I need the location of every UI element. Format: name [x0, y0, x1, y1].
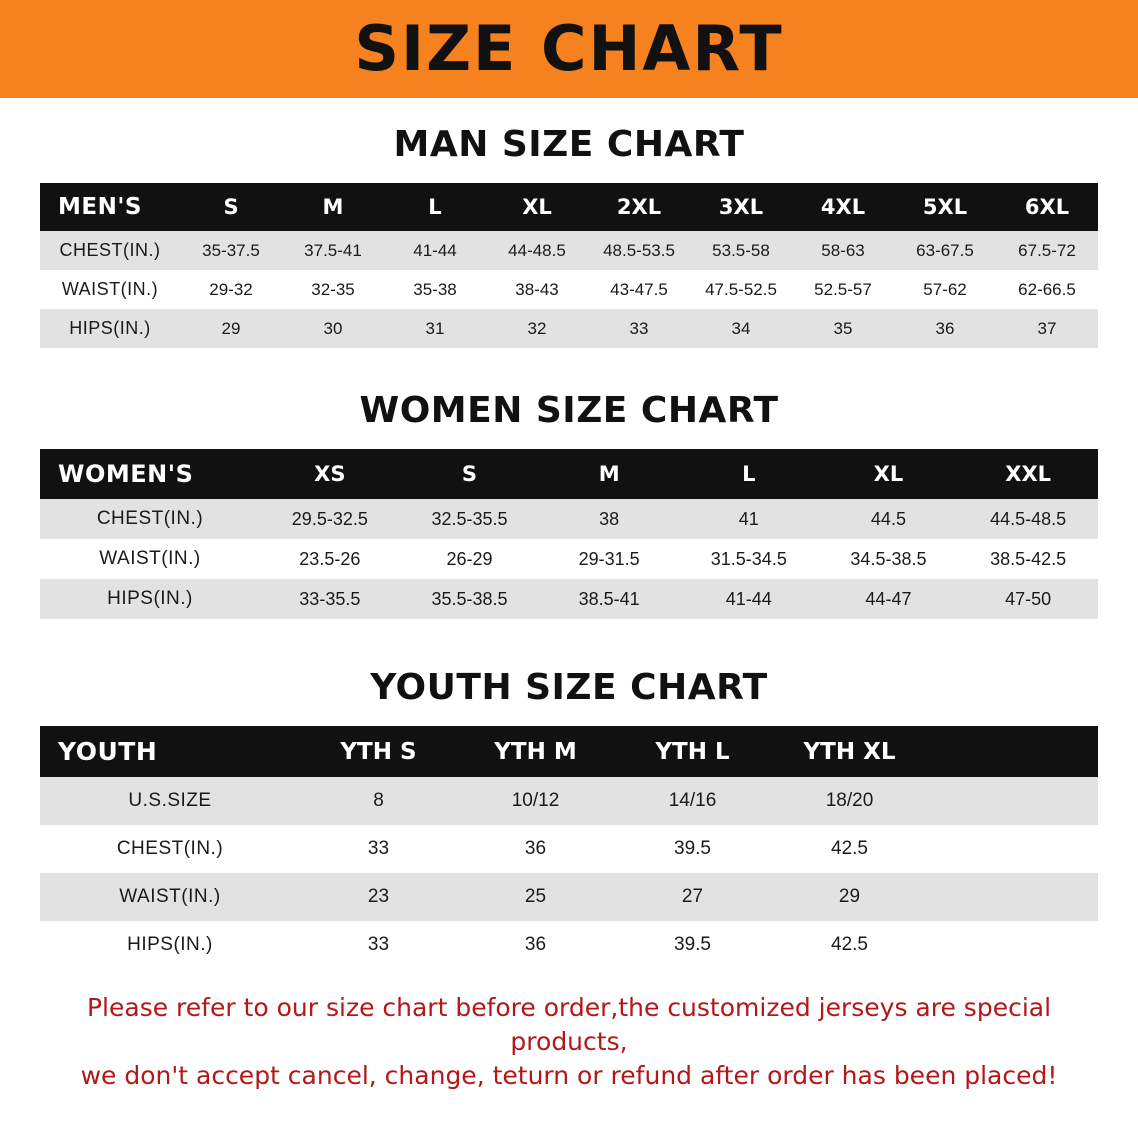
row-label: WAIST(IN.) — [40, 270, 180, 309]
youth-table-wrap — [0, 726, 1138, 969]
table-row — [40, 825, 1098, 873]
table-cell: 23 — [300, 873, 457, 921]
youth-section-heading: YOUTH SIZE CHART — [370, 667, 768, 708]
table-cell: 44.5 — [819, 499, 959, 539]
table-cell: 53.5-58 — [690, 231, 792, 270]
table-header-cell: M — [539, 449, 679, 499]
table-row — [40, 777, 1098, 825]
table-cell: 36 — [457, 825, 614, 873]
table-cell: 36 — [894, 309, 996, 348]
table-header-cell: L — [679, 449, 819, 499]
table-cell: 34 — [690, 309, 792, 348]
page-title: SIZE CHART — [354, 12, 784, 85]
table-cell: 52.5-57 — [792, 270, 894, 309]
youth-size-table — [40, 726, 1098, 969]
women-size-table — [40, 449, 1098, 619]
row-label: WAIST(IN.) — [40, 539, 260, 579]
women-section-heading: WOMEN SIZE CHART — [359, 390, 779, 431]
row-label: WAIST(IN.) — [40, 873, 300, 921]
table-cell: 41-44 — [679, 579, 819, 619]
table-cell-spacer — [928, 921, 1098, 969]
row-label: CHEST(IN.) — [40, 231, 180, 270]
table-cell: 34.5-38.5 — [819, 539, 959, 579]
table-header-cell: XS — [260, 449, 400, 499]
table-header-cell: M — [282, 183, 384, 231]
table-row — [40, 231, 1098, 270]
table-cell: 35-38 — [384, 270, 486, 309]
banner — [0, 0, 1138, 98]
table-cell: 33 — [300, 825, 457, 873]
table-header-cell: 6XL — [996, 183, 1098, 231]
table-header-cell: MEN'S — [40, 183, 180, 231]
women-table-wrap — [0, 449, 1138, 619]
table-cell: 35 — [792, 309, 894, 348]
table-cell: 29 — [180, 309, 282, 348]
table-header-cell: 2XL — [588, 183, 690, 231]
disclaimer-line-1: Please refer to our size chart before order,the customized jerseys are special products, — [86, 993, 1052, 1056]
table-cell: 31.5-34.5 — [679, 539, 819, 579]
table-cell: 33 — [300, 921, 457, 969]
table-cell-spacer — [928, 825, 1098, 873]
table-row — [40, 873, 1098, 921]
table-header-row — [40, 726, 1098, 777]
table-cell: 47.5-52.5 — [690, 270, 792, 309]
man-size-table — [40, 183, 1098, 348]
table-cell: 42.5 — [771, 921, 928, 969]
row-label: U.S.SIZE — [40, 777, 300, 825]
table-row — [40, 309, 1098, 348]
table-cell: 37.5-41 — [282, 231, 384, 270]
table-header-cell: YTH M — [457, 726, 614, 777]
table-cell: 35.5-38.5 — [400, 579, 540, 619]
table-header-cell: 4XL — [792, 183, 894, 231]
table-cell: 26-29 — [400, 539, 540, 579]
table-cell: 33-35.5 — [260, 579, 400, 619]
table-cell: 63-67.5 — [894, 231, 996, 270]
table-header-cell: 5XL — [894, 183, 996, 231]
table-cell-spacer — [928, 873, 1098, 921]
table-cell: 67.5-72 — [996, 231, 1098, 270]
table-header-cell: XL — [486, 183, 588, 231]
disclaimer-note — [34, 991, 1104, 1092]
table-row — [40, 539, 1098, 579]
table-header-cell: YTH S — [300, 726, 457, 777]
table-cell: 36 — [457, 921, 614, 969]
table-header-cell: YTH L — [614, 726, 771, 777]
table-cell: 47-50 — [958, 579, 1098, 619]
table-header-cell: L — [384, 183, 486, 231]
table-cell: 38 — [539, 499, 679, 539]
table-cell: 29 — [771, 873, 928, 921]
table-row — [40, 579, 1098, 619]
table-cell: 23.5-26 — [260, 539, 400, 579]
table-header-row — [40, 449, 1098, 499]
table-cell: 33 — [588, 309, 690, 348]
table-cell: 8 — [300, 777, 457, 825]
table-cell: 57-62 — [894, 270, 996, 309]
table-header-cell: XXL — [958, 449, 1098, 499]
table-header-spacer — [928, 726, 1098, 777]
table-cell: 38.5-41 — [539, 579, 679, 619]
disclaimer-line-2: we don't accept cancel, change, teturn or refund after order has been placed! — [80, 1060, 1058, 1090]
table-header-cell: YTH XL — [771, 726, 928, 777]
table-cell: 25 — [457, 873, 614, 921]
table-row — [40, 499, 1098, 539]
table-cell: 27 — [614, 873, 771, 921]
row-label: HIPS(IN.) — [40, 579, 260, 619]
table-cell: 10/12 — [457, 777, 614, 825]
table-cell: 32 — [486, 309, 588, 348]
row-label: CHEST(IN.) — [40, 825, 300, 873]
table-header-cell: YOUTH — [40, 726, 300, 777]
table-cell: 42.5 — [771, 825, 928, 873]
table-cell: 37 — [996, 309, 1098, 348]
table-cell: 38.5-42.5 — [958, 539, 1098, 579]
table-header-cell: XL — [819, 449, 959, 499]
table-cell: 41 — [679, 499, 819, 539]
table-cell: 32-35 — [282, 270, 384, 309]
row-label: HIPS(IN.) — [40, 309, 180, 348]
table-header-cell: 3XL — [690, 183, 792, 231]
table-cell: 30 — [282, 309, 384, 348]
table-cell-spacer — [928, 777, 1098, 825]
table-cell: 35-37.5 — [180, 231, 282, 270]
table-cell: 39.5 — [614, 921, 771, 969]
table-cell: 32.5-35.5 — [400, 499, 540, 539]
table-cell: 44-48.5 — [486, 231, 588, 270]
man-table-wrap — [0, 183, 1138, 348]
man-section-heading: MAN SIZE CHART — [393, 124, 745, 165]
table-cell: 31 — [384, 309, 486, 348]
table-header-cell: S — [400, 449, 540, 499]
table-cell: 58-63 — [792, 231, 894, 270]
table-cell: 29-32 — [180, 270, 282, 309]
table-cell: 43-47.5 — [588, 270, 690, 309]
table-cell: 29.5-32.5 — [260, 499, 400, 539]
table-cell: 62-66.5 — [996, 270, 1098, 309]
table-cell: 44.5-48.5 — [958, 499, 1098, 539]
table-header-cell: S — [180, 183, 282, 231]
table-cell: 44-47 — [819, 579, 959, 619]
row-label: HIPS(IN.) — [40, 921, 300, 969]
table-cell: 48.5-53.5 — [588, 231, 690, 270]
table-cell: 38-43 — [486, 270, 588, 309]
table-cell: 39.5 — [614, 825, 771, 873]
table-cell: 14/16 — [614, 777, 771, 825]
table-row — [40, 270, 1098, 309]
table-row — [40, 921, 1098, 969]
table-cell: 18/20 — [771, 777, 928, 825]
table-cell: 29-31.5 — [539, 539, 679, 579]
table-cell: 41-44 — [384, 231, 486, 270]
row-label: CHEST(IN.) — [40, 499, 260, 539]
table-header-row — [40, 183, 1098, 231]
table-header-cell: WOMEN'S — [40, 449, 260, 499]
